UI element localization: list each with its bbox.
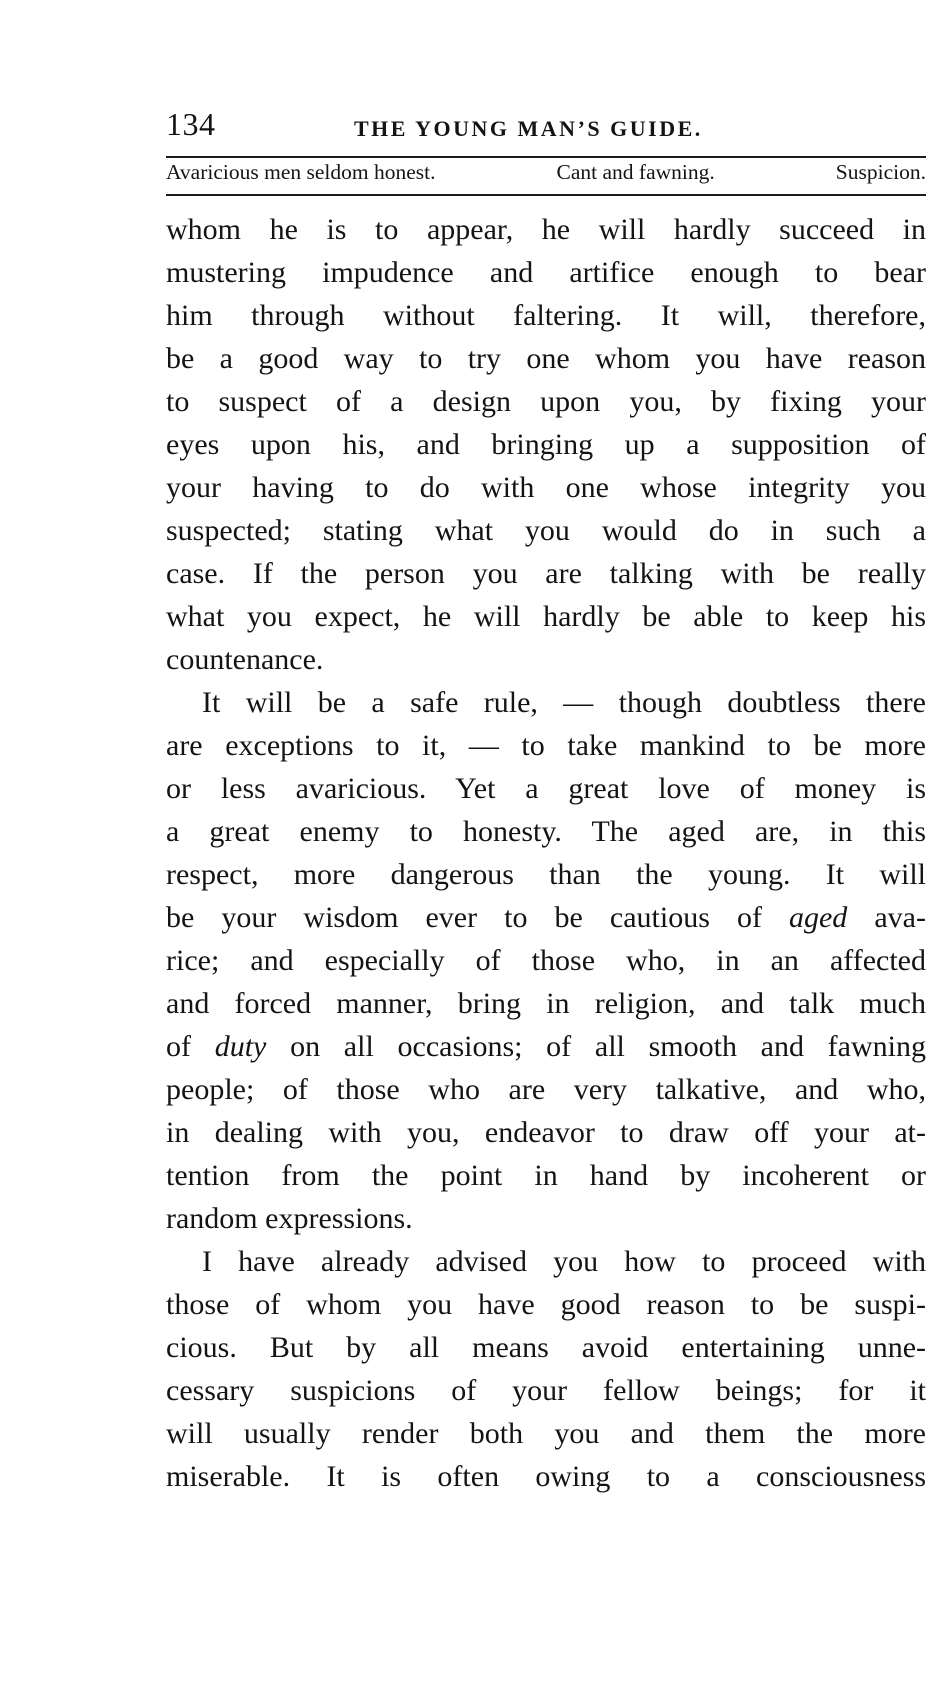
text-line: be your wisdom ever to be cautious of aged ava- [166,901,926,934]
subject-subheads [166,160,926,190]
emphasis-duty: duty [214,1030,267,1063]
page-number: 134 [166,106,216,142]
text-line: what you expect, he will hardly be able to keep his [166,600,926,633]
paragraph-2 [166,681,926,1240]
text-line: eyes upon his, and bringing up a supposition of [166,428,926,461]
subhead-cant: Cant and fawning. [556,160,715,184]
header-rule-bottom [166,194,926,196]
text-line: whom he is to appear, he will hardly succeed in [166,213,926,246]
text-line: It will be a safe rule, — though doubtless there [202,686,926,719]
emphasis-aged: aged [788,901,848,934]
text-line: cessary suspicions of your fellow beings; for it [166,1374,926,1407]
text-line: to suspect of a design upon you, by fixing your [166,385,926,418]
text-line: random expressions. [166,1202,413,1235]
text-line: those of whom you have good reason to be suspi- [166,1288,926,1321]
text-line: or less avaricious. Yet a great love of money is [166,772,926,805]
text-line: be a good way to try one whom you have reason [166,342,926,375]
text-line: and forced manner, bring in religion, and talk much [166,987,926,1020]
text-line: mustering impudence and artifice enough to bear [166,256,926,289]
text-line: of duty on all occasions; of all smooth and fawning [166,1030,926,1063]
text-line: people; of those who are very talkative, and who, [166,1073,926,1106]
text-line: respect, more dangerous than the young. It will [166,858,926,891]
text-line: in dealing with you, endeavor to draw off your at- [166,1116,926,1149]
text-line: miserable. It is often owing to a consciousness [166,1460,926,1493]
running-head [166,104,926,148]
header-rule-top [166,156,926,158]
subhead-suspicion: Suspicion. [835,160,926,184]
text-line: I have already advised you how to proceed with [202,1245,926,1278]
text-line: cious. But by all means avoid entertaining unne- [166,1331,926,1364]
paragraph-1 [166,208,926,681]
text-line: case. If the person you are talking with be really [166,557,926,590]
body-text [166,208,926,1498]
text-line: tention from the point in hand by incoherent or [166,1159,926,1192]
text-line: him through without faltering. It will, therefore, [166,299,926,332]
text-line: a great enemy to honesty. The aged are, in this [166,815,926,848]
text-line: suspected; stating what you would do in such a [166,514,926,547]
text-line: will usually render both you and them the more [166,1417,926,1450]
paragraph-3 [166,1240,926,1498]
text-line: your having to do with one whose integrity you [166,471,926,504]
text-line: rice; and especially of those who, in an affected [166,944,926,977]
text-line: are exceptions to it, — to take mankind to be more [166,729,926,762]
subhead-avaricious: Avaricious men seldom honest. [166,160,436,184]
text-line: countenance. [166,643,324,676]
page-title: THE YOUNG MAN’S GUIDE. [354,116,703,141]
